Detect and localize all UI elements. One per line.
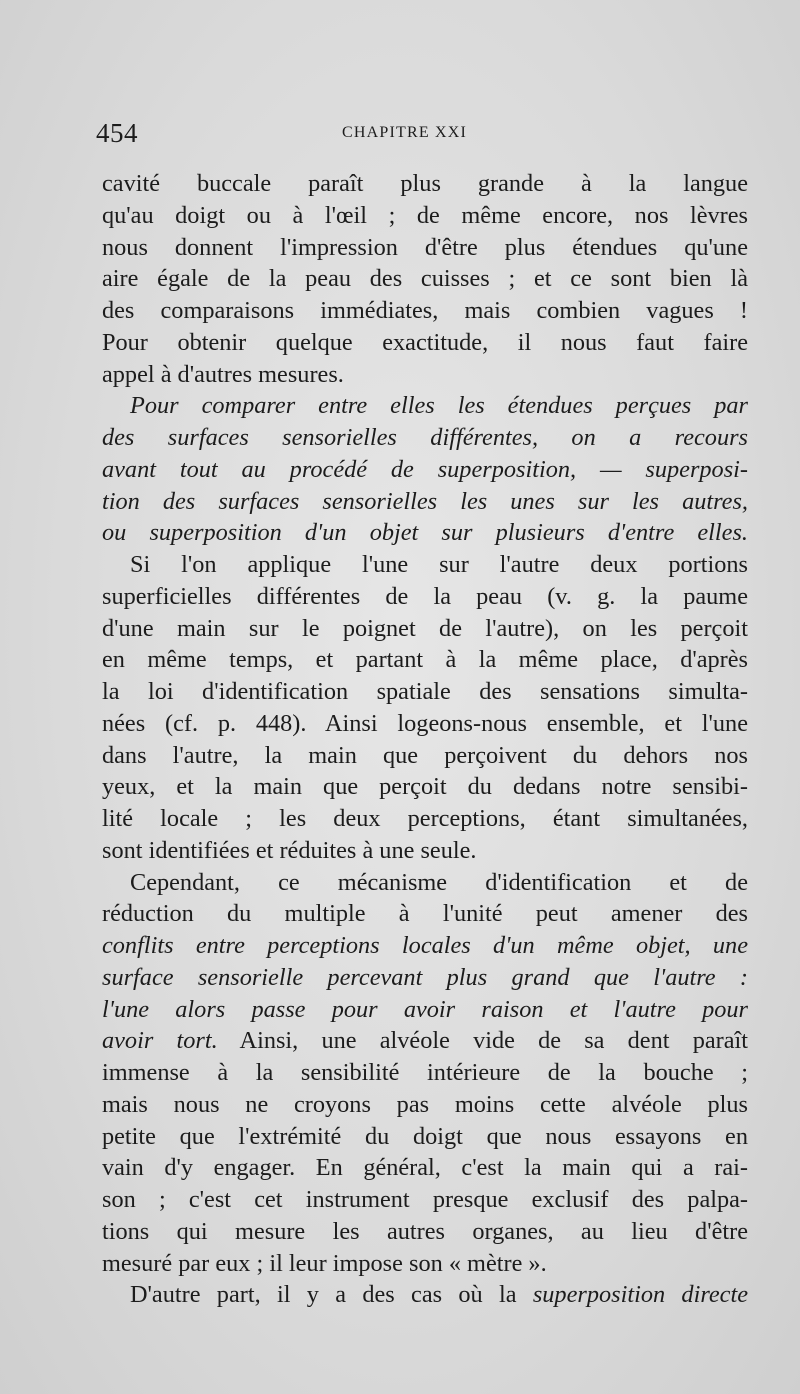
text-line: en même temps, et partant à la même place, d'après [102, 646, 748, 674]
text-line: des comparaisons immédiates, mais combien vagues ! [102, 297, 748, 324]
text-line: nous donnent l'impression d'être plus étendues qu'une [102, 233, 748, 261]
chapter-title: CHAPITRE XXI [342, 124, 468, 141]
text-line: vain d'y engager. En général, c'est la main qui a rai- [102, 1154, 748, 1182]
text-line: réduction du multiple à l'unité peut amener des [102, 900, 748, 928]
text-line: d'une main sur le poignet de l'autre), on les perçoit [102, 614, 748, 642]
italic-text-line: ou superposition d'un objet sur plusieurs d'entre elles. [102, 519, 748, 547]
text-line: cavité buccale paraît plus grande à la langue [102, 170, 748, 197]
text-line: mais nous ne croyons pas moins cette alvéole plus [102, 1090, 748, 1118]
text-line: Pour obtenir quelque exactitude, il nous faut faire [102, 328, 748, 356]
text-line: Si l'on applique l'une sur l'autre deux portions [130, 551, 748, 578]
page-number: 454 [96, 118, 138, 148]
text-line: qu'au doigt ou à l'œil ; de même encore, nos lèvres [102, 201, 748, 229]
roman-run: Ainsi, une alvéole vide de sa dent paraît [217, 1027, 748, 1055]
italic-run: superposition directe [532, 1281, 748, 1309]
italic-text-line: tion des surfaces sensorielles les unes sur les autres, [102, 487, 748, 515]
roman-run: D'autre part, il y a des cas où la [130, 1281, 533, 1309]
text-line: mesuré par eux ; il leur impose son « mètre ». [102, 1249, 547, 1277]
italic-run: avoir tort. [102, 1027, 218, 1055]
italic-text-line: conflits entre perceptions locales d'un même objet, une [102, 932, 748, 959]
text-line: immense à la sensibilité intérieure de la bouche ; [102, 1059, 748, 1086]
body-text [102, 168, 748, 1311]
text-line: dans l'autre, la main que perçoivent du dehors nos [102, 741, 748, 769]
text-line: Cependant, ce mécanisme d'identification et de [130, 868, 748, 896]
text-line: nées (cf. p. 448). Ainsi logeons-nous ensemble, et l'une [102, 709, 748, 737]
text-line: appel à d'autres mesures. [102, 360, 344, 388]
running-head [96, 118, 748, 152]
italic-text-line: l'une alors passe pour avoir raison et l'autre pour [102, 995, 748, 1023]
italic-text-line: Pour comparer entre elles les étendues perçues par [130, 392, 748, 420]
text-line: tions qui mesure les autres organes, au lieu d'être [102, 1217, 748, 1245]
italic-text-line: des surfaces sensorielles différentes, on a recours [102, 424, 748, 451]
italic-text-line: avant tout au procédé de superposition, — superposi- [102, 455, 748, 483]
mixed-text-line [102, 1025, 748, 1057]
text-line: sont identifiées et réduites à une seule. [102, 836, 477, 864]
text-line: yeux, et la main que perçoit du dedans notre sensibi- [102, 773, 748, 801]
text-line: son ; c'est cet instrument presque exclusif des palpa- [102, 1186, 748, 1213]
text-line: aire égale de la peau des cuisses ; et ce sont bien là [102, 265, 748, 293]
text-line: petite que l'extrémité du doigt que nous essayons en [102, 1122, 748, 1150]
mixed-text-line [102, 1279, 748, 1311]
text-line: la loi d'identification spatiale des sensations simulta- [102, 678, 748, 705]
text-line: lité locale ; les deux perceptions, étant simultanées, [102, 805, 748, 832]
italic-text-line: surface sensorielle percevant plus grand que l'autre : [102, 963, 748, 991]
text-line: superficielles différentes de la peau (v. g. la paume [102, 582, 748, 610]
